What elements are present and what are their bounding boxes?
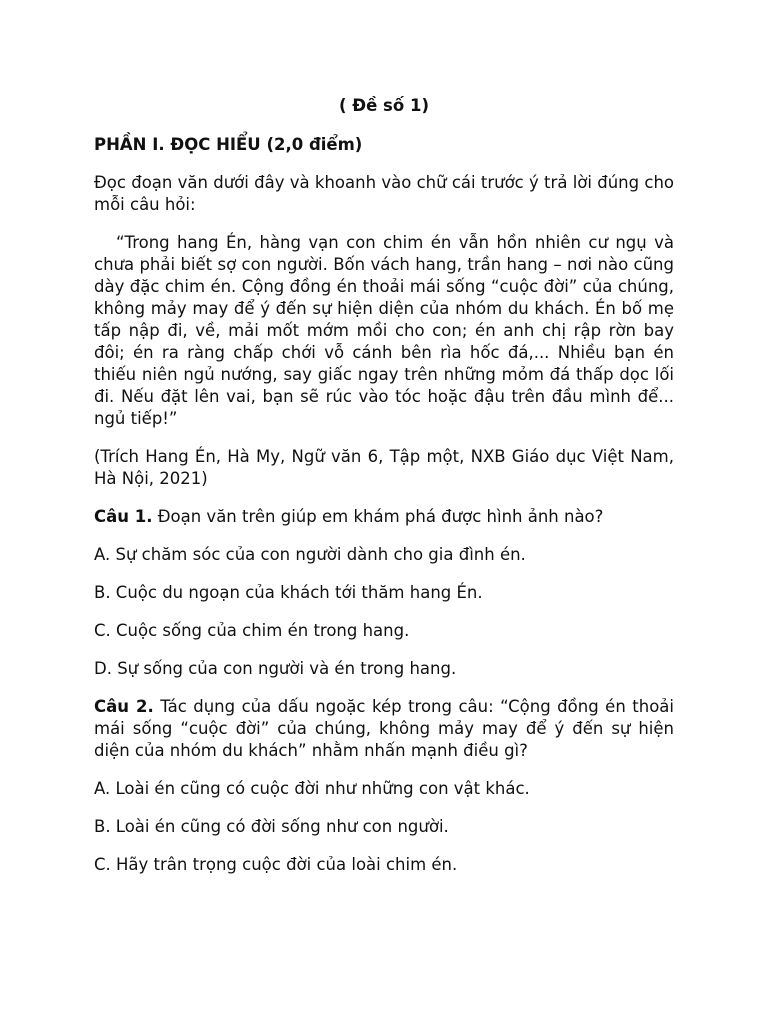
question-1-option-b: B. Cuộc du ngoạn của khách tới thăm hang Én.	[94, 583, 483, 602]
question-2-label: Câu 2.	[94, 697, 154, 716]
section-heading: PHẦN I. ĐỌC HIỂU (2,0 điểm)	[94, 135, 363, 154]
question-1-option-d: D. Sự sống của con người và én trong hang.	[94, 659, 457, 678]
question-2-option-b: B. Loài én cũng có đời sống như con người.	[94, 817, 449, 836]
question-2-option-c: C. Hãy trân trọng cuộc đời của loài chim én.	[94, 855, 458, 874]
question-1-option-a: A. Sự chăm sóc của con người dành cho gia đình én.	[94, 545, 526, 564]
exam-title: ( Đề số 1)	[339, 96, 429, 115]
question-1-label: Câu 1.	[94, 507, 153, 526]
question-2	[94, 696, 674, 762]
question-1	[94, 506, 674, 528]
question-1-option-c: C. Cuộc sống của chim én trong hang.	[94, 621, 410, 640]
passage-source: (Trích Hang Én, Hà My, Ngữ văn 6, Tập một, NXB Giáo dục Việt Nam, Hà Nội, 2021)	[94, 447, 674, 488]
question-2-text: Tác dụng của dấu ngoặc kép trong câu: “Cộng đồng én thoải mái sống “cuộc đời” của chúng, không mảy may để ý đến sự hiện diện của nhóm du khách” nhằm nhấn mạnh điều gì?	[94, 697, 674, 760]
question-2-option-a: A. Loài én cũng có cuộc đời như những con vật khác.	[94, 779, 530, 798]
instruction-text: Đọc đoạn văn dưới đây và khoanh vào chữ cái trước ý trả lời đúng cho mỗi câu hỏi:	[94, 173, 674, 214]
reading-passage: “Trong hang Én, hàng vạn con chim én vẫn hồn nhiên cư ngụ và chưa phải biết sợ con người. Bốn vách hang, trần hang – nơi nào cũng dày đặc chim én. Cộng đồng én thoải mái sống “cuộc đời” của chúng, không mảy may để ý đến sự hiện diện của nhóm du khách. Én bố mẹ tấp nập đi, về, mải mốt mớm mồi cho con; én anh chị rập rờn bay đôi; én ra ràng chấp chới vỗ cánh bên rìa hốc đá,... Nhiều bạn én thiếu niên ngủ nướng, say giấc ngay trên những mỏm đá thấp dọc lối đi. Nếu đặt lên vai, bạn sẽ rúc vào tóc hoặc đậu trên đầu mình để... ngủ tiếp!”	[94, 233, 674, 428]
question-1-text: Đoạn văn trên giúp em khám phá được hình ảnh nào?	[152, 507, 604, 526]
